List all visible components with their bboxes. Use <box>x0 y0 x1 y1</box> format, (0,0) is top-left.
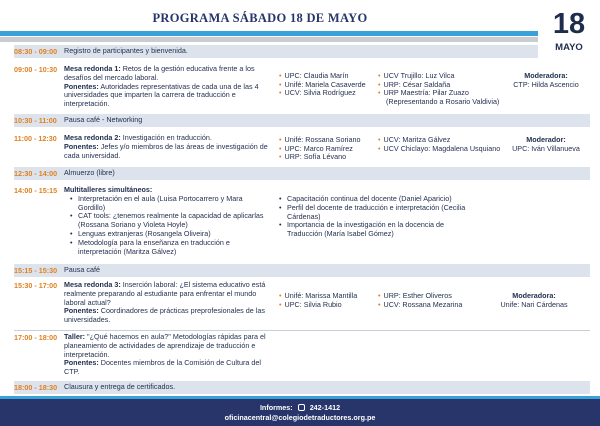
list-item: • UCV: Rossana Mezarina <box>378 299 463 309</box>
row-time: 17:00 - 18:00 <box>14 333 58 342</box>
ponentes-text: Autoridades representativas de cada una de las 4 universidades que imparten la carrera de traducción e interpretación. <box>64 81 259 109</box>
speaker-list-a <box>279 136 360 162</box>
ponentes-label: Ponentes: <box>64 306 99 316</box>
row-text: "¿Qué hacemos en aula?" Metodologías rápidas para el planeamiento de actividades de aprendizaje de traducción e interpretación. <box>64 332 266 359</box>
info-label: Informes: <box>259 403 293 412</box>
row-description <box>64 134 279 160</box>
list-item: • Importancia de la investigación en la docencia de Traducción (María Isabel Gómez) <box>279 221 474 239</box>
list-item: • UCV Trujillo: Luz Vilca <box>378 71 455 80</box>
speaker-list-b <box>378 72 499 106</box>
list-item: • Capacitación continua del docente (Daniel Aparicio) <box>279 195 474 204</box>
moderator-name: Unife: Nari Cárdenas <box>500 299 568 309</box>
list-item: • URP: César Saldaña <box>378 79 451 89</box>
list-item: • Interpretación en el aula (Luisa Portocarrero y Mara Gordillo) <box>70 195 264 213</box>
schedule-row <box>14 186 590 262</box>
list-item: • Lenguas extranjeras (Rosangela Oliveira) <box>70 230 264 239</box>
row-label: Mesa redonda 2: <box>64 133 121 142</box>
ponentes-text: Docentes miembros de la Comisión de Cultura del CTP. <box>64 358 261 377</box>
header-gray-bar <box>0 37 548 42</box>
ponentes-text: Jefes y/o miembros de las áreas de investigación de cada universidad. <box>64 141 268 160</box>
row-text: Retos de la gestión educativa frente a los desafíos del mercado laboral. <box>64 64 255 82</box>
row-label: Mesa redonda 3: <box>64 280 121 289</box>
phone-icon <box>298 404 305 411</box>
row-label: Taller: <box>64 332 86 341</box>
date-badge <box>538 0 600 60</box>
list-item: • URP: Esther Oliveros <box>378 291 452 300</box>
moderator-label: Moderadora: <box>512 291 556 300</box>
row-time: 15:15 - 15:30 <box>14 266 58 275</box>
row-description <box>64 281 269 325</box>
schedule-row <box>14 167 590 180</box>
schedule-row <box>14 264 590 277</box>
list-item: • UPC: Marco Ramírez <box>279 143 353 153</box>
list-item: • UCV Chiclayo: Magdalena Usquiano <box>378 143 501 153</box>
list-item: • UCV: Silvia Rodríguez <box>279 88 356 98</box>
ponentes-label: Ponentes: <box>64 141 99 151</box>
row-text: Almuerzo (libre) <box>64 168 115 177</box>
row-time: 12:30 - 14:00 <box>14 169 58 178</box>
speaker-list-a <box>279 72 366 98</box>
date-month: MAYO <box>555 42 583 53</box>
row-description <box>64 333 269 377</box>
date-day: 18 <box>552 8 586 40</box>
row-text: Registro de participantes y bienvenida. <box>64 46 188 55</box>
moderator <box>508 72 584 89</box>
list-item: • UPC: Claudia Marín <box>279 71 349 80</box>
moderator <box>508 136 584 153</box>
workshop-list-b <box>279 195 474 239</box>
phone-number: 242-1412 <box>309 403 341 412</box>
moderator-name: CTP: Hilda Ascencio <box>513 79 579 89</box>
row-time: 08:30 - 09:00 <box>14 47 58 56</box>
schedule-row <box>14 281 590 329</box>
schedule-row <box>14 65 590 109</box>
schedule-row <box>14 114 590 127</box>
moderator-label: Moderador: <box>526 135 566 144</box>
moderator-label: Moderadora: <box>524 71 568 80</box>
list-item: • Unifé: Mariela Casaverde <box>279 79 366 89</box>
list-item: (Representando a Rosario Valdivia) <box>386 96 500 106</box>
row-text: Inserción laboral: ¿El sistema educativo está realmente preparando al estudiante para enfrentar el mundo laboral actual? <box>64 280 266 307</box>
row-time: 14:00 - 15:15 <box>14 186 58 195</box>
ponentes-text: Coordinadores de prácticas preprofesionales de las universidades. <box>64 306 265 325</box>
list-item: • Unifé: Rossana Soriano <box>279 135 361 144</box>
list-item: • Metodología para la enseñanza en traducción e interpretación (Maritza Gálvez) <box>70 239 264 257</box>
row-time: 10:30 - 11:00 <box>14 116 57 125</box>
page-title: PROGRAMA SÁBADO 18 DE MAYO <box>152 11 368 25</box>
list-item: • CAT tools: ¿tenemos realmente la capacidad de aplicarlas (Rossana Soriano y Violeta Hoyle) <box>70 212 264 230</box>
divider <box>14 330 590 331</box>
footer-contact <box>0 403 600 412</box>
moderator-name: UPC: Iván Villanueva <box>512 143 580 153</box>
schedule-row <box>14 45 590 58</box>
row-description <box>64 186 264 256</box>
speaker-list-a <box>279 292 357 309</box>
row-time: 18:00 - 18:30 <box>14 383 58 392</box>
row-label: Mesa redonda 1: <box>64 64 121 73</box>
footer-email[interactable]: oficinacentral@colegiodetraductores.org.pe <box>224 413 376 422</box>
list-item: • URP Maestría: Pilar Zuazo <box>378 88 469 98</box>
ponentes-label: Ponentes: <box>64 358 99 368</box>
row-text: Clausura y entrega de certificados. <box>64 382 176 391</box>
list-item: • UPC: Silvia Rubio <box>279 299 342 309</box>
row-text: Pausa café <box>64 265 100 274</box>
ponentes-label: Ponentes: <box>64 81 99 91</box>
header <box>0 0 600 40</box>
schedule-row <box>14 134 590 164</box>
row-description <box>64 65 279 109</box>
workshop-list-a <box>64 195 264 257</box>
list-item: • Perfil del docente de traducción e interpretación (Cecilia Cárdenas) <box>279 204 474 222</box>
footer <box>0 399 600 426</box>
row-time: 09:00 - 10:30 <box>14 65 58 74</box>
row-label: Multitalleres simultáneos: <box>64 185 153 194</box>
speaker-list-b <box>378 292 462 309</box>
workshop-list-b-wrap <box>279 195 474 239</box>
header-blue-bar <box>0 31 548 36</box>
schedule-row <box>14 381 590 394</box>
list-item: • URP: Sofía Lévano <box>279 152 347 162</box>
list-item: • Unifé: Marissa Mantilla <box>279 291 358 300</box>
moderator <box>492 292 576 309</box>
row-time: 11:00 - 12:30 <box>14 134 57 143</box>
list-item: • UCV: Maritza Gálvez <box>378 135 451 144</box>
schedule-row <box>14 333 590 377</box>
speaker-list-b <box>378 136 500 153</box>
row-text: Pausa café - Networking <box>64 115 143 124</box>
row-time: 15:30 - 17:00 <box>14 281 58 290</box>
row-text: Investigación en traducción. <box>120 133 212 142</box>
